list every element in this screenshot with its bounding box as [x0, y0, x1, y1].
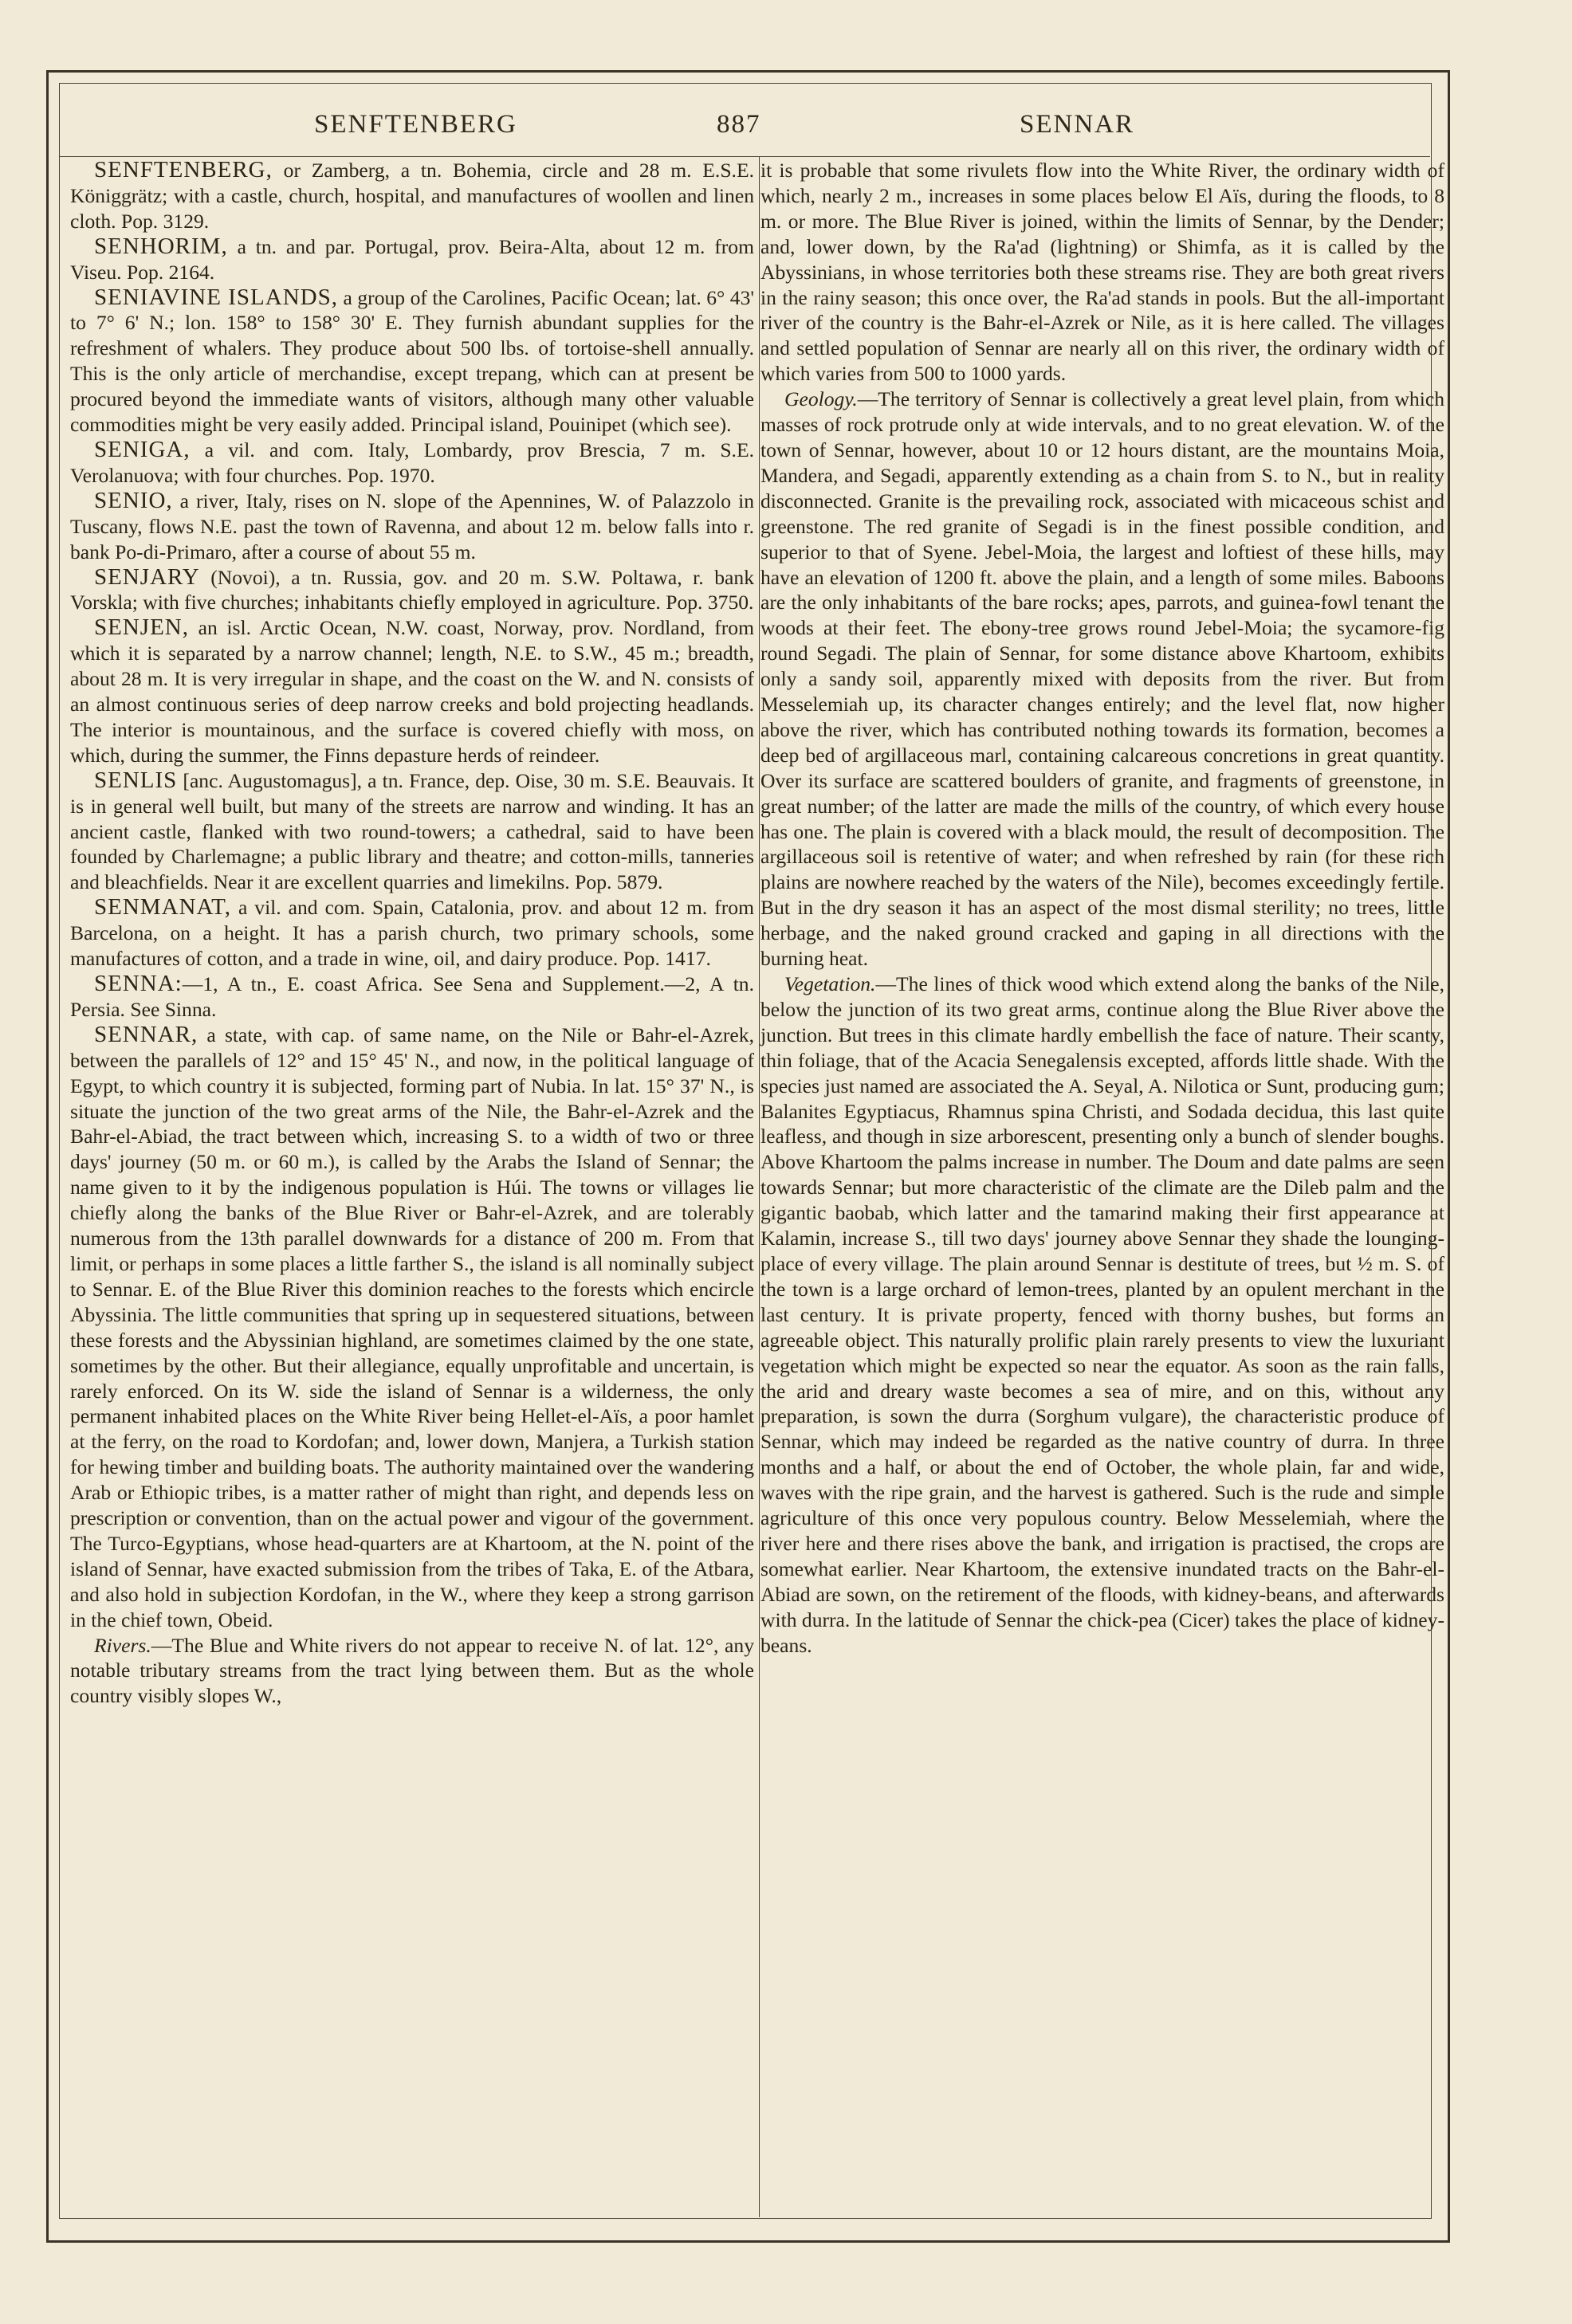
entry-senmanat	[70, 895, 754, 972]
entry-headword: SENIO,	[94, 487, 173, 513]
entry-senna	[70, 972, 754, 1023]
section-vegetation	[760, 972, 1444, 1658]
entry-headword: SENLIS	[94, 767, 178, 793]
entry-senhorim	[70, 234, 754, 285]
entry-senlis	[70, 768, 754, 896]
entry-headword: SENIGA,	[94, 436, 191, 462]
section-text: it is probable that some rivulets flow into the White River, the ordinary width of which, nearly 2 m., increases in some places below El Aïs, during the floods, to 8 m. or more. The Blue River is joined, within the limits of Sennar, by the Dender; and, lower down, by the Ra'ad (lightning) or Shimfa, as it is called by the Abyssinians, in whose territories both these streams rise. They are both great rivers in the rainy season; this once over, the Ra'ad stands in pools. But the all-important river of the country is the Bahr-el-Azrek or Nile, as it is here called. The villages and settled population of Sennar are nearly all on this river, the ordinary width of which varies from 500 to 1000 yards.	[760, 159, 1444, 386]
entry-headword: SENIAVINE ISLANDS,	[94, 284, 338, 310]
entry-seniavine-islands	[70, 285, 754, 438]
entry-senjen	[70, 615, 754, 767]
entry-headword: SENFTENBERG,	[94, 157, 273, 183]
entry-headword: SENNAR,	[94, 1021, 198, 1047]
entry-sennar	[70, 1023, 754, 1633]
running-header	[59, 110, 1430, 158]
entry-senio	[70, 489, 754, 565]
page-number: 887	[717, 110, 761, 139]
entry-headword: SENHORIM,	[94, 233, 228, 259]
entry-text: a group of the Carolines, Pacific Ocean; lat. 6° 43' to 7° 6' N.; lon. 158° to 158° 30' E. They furnish abundant supplies for the refreshment of whalers. They produce about 500 lbs. of tortoise-shell annually. This is the only article of merchandise, except trepang, which can at present be procured beyond the immediate wants of visitors, although many other valuable commodities might be very easily added. Principal island, Pouinipet (which see).	[70, 285, 754, 437]
entry-senftenberg	[70, 158, 754, 234]
section-text: —The lines of thick wood which extend along the banks of the Nile, below the junction of its two great arms, continue along the Blue River above the junction. But trees in this climate hardly embellish the face of nature. Their scanty, thin foliage, that of the Acacia Senegalensis excepted, affords little shade. With the species just named are associated the A. Seyal, A. Nilotica or Sunt, producing gum; Balanites Egyptiacus, Rhamnus spina Christi, and Sodada decidua, this last quite leafless, and though in size arborescent, presenting only a bunch of slender boughs. Above Khartoom the palms increase in number. The Doum and date palms are seen towards Sennar; but more characteristic of the climate are the Dileb palm and the gigantic baobab, which latter and the tamarind making their first appearance at Kalamin, increase S., till two days' journey above Sennar they shade the lounging-place of every village. The plain around Sennar is destitute of trees, but ½ m. S. of the town is a large orchard of lemon-trees, planted by an opulent merchant in the last century. It is private property, fenced with thorny bushes, but forms an agreeable object. This naturally prolific plain rarely presents to view the luxuriant vegetation which might be expected so near the equator. As soon as the rain falls, the arid and dreary waste becomes a sea of mire, and on this, without any preparation, is sown the durra (Sorghum vulgare), the characteristic produce of Sennar, which may indeed be regarded as the native country of durra. In three months and a half, or about the end of October, the whole plain, far and wide, waves with the ripe grain, and the harvest is gathered. Such is the rude and simple agriculture of this once very populous country. Below Messelemiah, where the river here and there rises above the bank, and irrigation is practised, the crops are somewhat earlier. Near Khartoom, the extensive inundated tracts on the Bahr-el-Abiad are sown, on the retirement of the floods, with kidney-beans, and afterwards with durra. In the latitude of Sennar the chick-pea (Cicer) takes the place of kidney-beans.	[760, 972, 1444, 1657]
section-geology	[760, 387, 1444, 972]
entry-text: (Novoi), a tn. Russia, gov. and 20 m. S.W. Poltawa, r. bank Vorskla; with five churches; inhabitants chiefly employed in agriculture. Pop. 3750.	[70, 565, 754, 614]
entry-text: —1, A tn., E. coast Africa. See Sena and Supplement.—2, A tn. Persia. See Sinna.	[70, 972, 754, 1021]
entry-text: or Zamberg, a tn. Bohemia, circle and 28 m. E.S.E. Königgrätz; with a castle, church, hospital, and manufactures of woollen and linen cloth. Pop. 3129.	[70, 159, 754, 233]
entry-text: a vil. and com. Italy, Lombardy, prov Brescia, 7 m. S.E. Verolanuova; with four churches. Pop. 1970.	[70, 438, 754, 487]
entry-headword: SENJARY	[94, 563, 200, 590]
section-text: —The Blue and White rivers do not appear to receive N. of lat. 12°, any notable tributary streams from the tract lying between them. But as the whole country visibly slopes W.,	[70, 1633, 754, 1708]
header-right-title: SENNAR	[1020, 110, 1135, 139]
entry-senjary	[70, 565, 754, 616]
column-divider	[759, 156, 760, 2217]
right-column	[760, 158, 1444, 1658]
section-heading: Vegetation.	[784, 972, 876, 995]
entry-text: a vil. and com. Spain, Catalonia, prov. and about 12 m. from Barcelona, on a height. It has a parish church, two primary schools, some manufactures of cotton, and a trade in wine, oil, and dairy produce. Pop. 1417.	[70, 896, 754, 971]
entry-text: a tn. and par. Portugal, prov. Beira-Alta, about 12 m. from Viseu. Pop. 2164.	[70, 234, 754, 284]
entry-headword: SENJEN,	[94, 614, 189, 641]
rivers-continued	[760, 158, 1444, 387]
entry-text: an isl. Arctic Ocean, N.W. coast, Norway, prov. Nordland, from which it is separated by a narrow channel; length, N.E. to S.W., 45 m.; breadth, about 28 m. It is very irregular in shape, and the coast on the W. and N. consists of an almost continuous series of deep narrow creeks and bold projecting headlands. The interior is mountainous, and the surface is covered chiefly with moss, on which, during the summer, the Finns depasture herds of reindeer.	[70, 616, 754, 767]
entry-text: a state, with cap. of same name, on the Nile or Bahr-el-Azrek, between the parallels of 12° and 15° 45' N., and now, in the political language of Egypt, to which country it is subjected, forming part of Nubia. In lat. 15° 37' N., is situate the junction of the two great arms of the Nile, the Bahr-el-Azrek and the Bahr-el-Abiad, the tract between which, increasing S. to a width of two or three days' journey (50 m. or 60 m.), is called by the Arabs the Island of Sennar; the name given to it by the indigenous population is Húi. The towns or villages lie chiefly along the banks of the Blue River or Bahr-el-Azrek, and are tolerably numerous from the 13th parallel downwards for a distance of 200 m. From that limit, or perhaps in some places a little farther S., the island is all nominally subject to Sennar. E. of the Blue River this dominion reaches to the forests which encircle Abyssinia. The little communities that spring up in sequestered situations, between these forests and the Abyssinian highland, are sometimes claimed by the one state, sometimes by the other. But their allegiance, equally unprofitable and uncertain, is rarely enforced. On its W. side the island of Sennar is a wilderness, the only permanent inhabited places on the White River being Hellet-el-Aïs, a poor hamlet at the ferry, on the road to Kordofan; and, lower down, Manjera, a Turkish station for hewing timber and building boats. The authority maintained over the wandering Arab or Ethiopic tribes, is a matter rather of might than right, and depends less on prescription or convention, than on the actual power and vigour of the government. The Turco-Egyptians, whose head-quarters are at Khartoom, at the N. point of the island of Sennar, have exacted submission from the tribes of Taka, E. of the Atbara, and also hold in subjection Kordofan, in the W., where they keep a strong garrison in the chief town, Obeid.	[70, 1023, 754, 1631]
entry-text: a river, Italy, rises on N. slope of the Apennines, W. of Palazzolo in Tuscany, flows N.E. past the town of Ravenna, and about 12 m. below falls into r. bank Po-di-Primaro, after a course of about 55 m.	[70, 489, 754, 563]
entry-text: [anc. Augustomagus], a tn. France, dep. Oise, 30 m. S.E. Beauvais. It is in general well built, but many of the streets are narrow and winding. It has an ancient castle, flanked with two round-towers; a cathedral, said to have been founded by Charlemagne; a public library and theatre; and cotton-mills, tanneries and bleachfields. Near it are excellent quarries and limekilns. Pop. 5879.	[70, 768, 754, 894]
header-left-title: SENFTENBERG	[314, 110, 517, 139]
section-heading: Geology.	[784, 387, 858, 411]
entry-headword: SENMANAT,	[94, 894, 231, 921]
section-text: —The territory of Sennar is collectively a great level plain, from which masses of rock protrude only at wide intervals, and to no great elevation. W. of the town of Sennar, however, about 10 or 12 hours distant, are the mountains Moia, Mandera, and Segadi, apparently extending as a chain from S. to N., but in reality disconnected. Granite is the prevailing rock, associated with micaceous schist and greenstone. The red granite of Segadi is in the finest possible condition, and superior to that of Syene. Jebel-Moia, the largest and loftiest of these hills, may have an elevation of 1200 ft. above the plain, and a length of some miles. Baboons are the only inhabitants of the bare rocks; apes, parrots, and guinea-fowl tenant the woods at their feet. The ebony-tree grows round Jebel-Moia; the sycamore-fig round Segadi. The plain of Sennar, for some distance above Khartoom, exhibits only a sandy soil, apparently mixed with deposits from the river. But from Messelemiah up, its character changes entirely; and the level flat, now higher above the river, which has contributed nothing towards its formation, becomes a deep bed of argillaceous marl, containing calcareous concretions in great quantity. Over its surface are scattered boulders of granite, and fragments of greenstone, in great number; of the latter are made the mills of the country, of which every house has one. The plain is covered with a black mould, the result of decomposition. The argillaceous soil is retentive of water; and when refreshed by rain (for these rich plains are nowhere reached by the waters of the Nile), becomes exceedingly fertile. But in the dry season it has an aspect of the most dismal sterility; no trees, little herbage, and the naked ground cracked and gaping in all directions with the burning heat.	[760, 387, 1444, 971]
entry-headword: SENNA:	[94, 971, 183, 996]
entry-seniga	[70, 438, 754, 489]
section-heading: Rivers.	[94, 1633, 151, 1657]
section-rivers	[70, 1633, 754, 1710]
left-column	[70, 158, 754, 1709]
